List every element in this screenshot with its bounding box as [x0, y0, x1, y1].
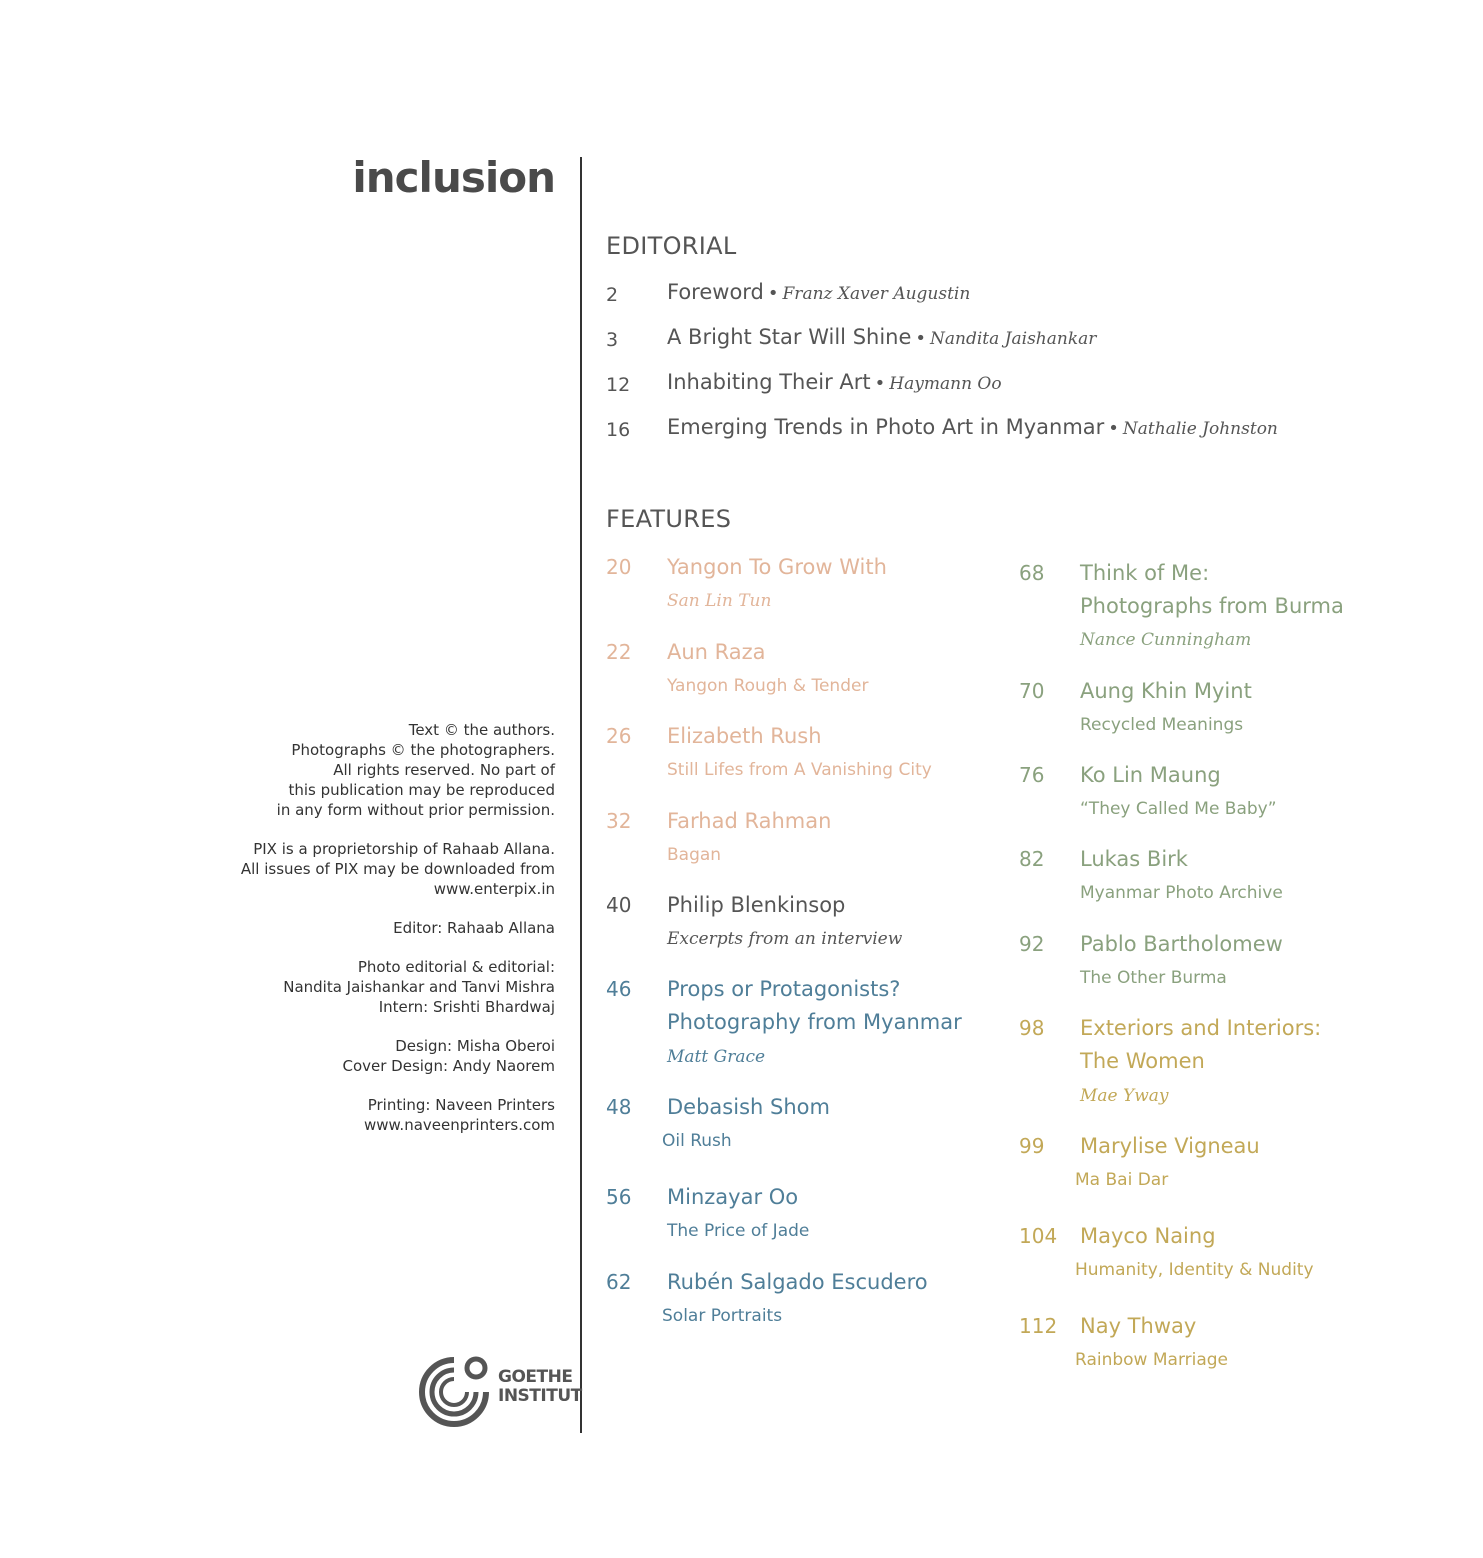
- imprint-line: Editor: Rahaab Allana: [393, 919, 555, 937]
- feature-subtitle: Humanity, Identity & Nudity: [1075, 1260, 1314, 1280]
- imprint-line: Photographs © the photographers.: [291, 741, 555, 759]
- page-number: 104: [1019, 1224, 1058, 1248]
- feature-item[interactable]: [1019, 1310, 1439, 1380]
- imprint-link[interactable]: www.naveenprinters.com: [364, 1116, 555, 1134]
- imprint-line: in any form without prior permission.: [276, 801, 555, 819]
- feature-item[interactable]: [606, 1266, 1026, 1336]
- imprint-printing: [215, 1095, 555, 1135]
- page-number: 2: [606, 284, 619, 306]
- editorial-item[interactable]: [606, 325, 1426, 370]
- editorial-item[interactable]: [606, 415, 1426, 460]
- feature-title: Pablo Bartholomew: [1080, 932, 1283, 956]
- goethe-institut-logo: [414, 1352, 582, 1428]
- feature-item[interactable]: [606, 720, 1026, 805]
- feature-title-line: Props or Protagonists?: [667, 977, 901, 1001]
- feature-title: Elizabeth Rush: [667, 724, 822, 748]
- feature-item[interactable]: [606, 1181, 1026, 1266]
- feature-item[interactable]: [606, 636, 1026, 720]
- feature-item[interactable]: [1019, 843, 1439, 928]
- feature-subtitle: Rainbow Marriage: [1075, 1350, 1229, 1370]
- page-number: 56: [606, 1185, 632, 1209]
- imprint-line: Intern: Srishti Bhardwaj: [378, 998, 555, 1016]
- editorial-item[interactable]: [606, 280, 1426, 325]
- page-number: 12: [606, 374, 631, 396]
- article-title: Emerging Trends in Photo Art in Myanmar: [667, 415, 1105, 439]
- feature-title: Aun Raza: [667, 640, 766, 664]
- feature-title-line: Photographs from Burma: [1080, 594, 1344, 618]
- feature-title: Marylise Vigneau: [1080, 1134, 1260, 1158]
- feature-subtitle: Excerpts from an interview: [667, 929, 903, 949]
- vertical-divider: [580, 157, 582, 1433]
- feature-subtitle: Nance Cunningham: [1080, 630, 1252, 650]
- bullet-separator: •: [874, 373, 886, 394]
- page-number: 112: [1019, 1314, 1058, 1338]
- article-title: Foreword: [667, 280, 764, 304]
- imprint-line: Printing: Naveen Printers: [367, 1096, 555, 1114]
- feature-item[interactable]: [1019, 675, 1439, 759]
- feature-title: Nay Thway: [1080, 1314, 1197, 1338]
- feature-subtitle: Solar Portraits: [662, 1306, 783, 1326]
- feature-title-line: Exteriors and Interiors:: [1080, 1016, 1322, 1040]
- feature-title: Mayco Naing: [1080, 1224, 1216, 1248]
- imprint-line: All rights reserved. No part of: [333, 761, 555, 779]
- feature-subtitle: San Lin Tun: [667, 591, 772, 611]
- features-right-column: [1019, 557, 1439, 1380]
- feature-item[interactable]: [1019, 1012, 1439, 1130]
- page-number: 26: [606, 724, 632, 748]
- article-author: Nathalie Johnston: [1122, 419, 1278, 439]
- feature-item[interactable]: [1019, 1220, 1439, 1310]
- imprint-editor: [215, 918, 555, 938]
- page-number: 70: [1019, 679, 1045, 703]
- imprint-line: Photo editorial & editorial:: [357, 958, 555, 976]
- editorial-list: [606, 280, 1426, 460]
- feature-title: Philip Blenkinsop: [667, 893, 846, 917]
- editorial-item[interactable]: [606, 370, 1426, 415]
- page-number: 3: [606, 329, 619, 351]
- goethe-institut-logo-icon: [414, 1352, 494, 1428]
- imprint-pix: [215, 839, 555, 899]
- logo-line-2: INSTITUT: [498, 1386, 582, 1406]
- feature-title: Yangon To Grow With: [667, 555, 887, 579]
- feature-subtitle: Yangon Rough & Tender: [667, 676, 869, 696]
- imprint-line: Nandita Jaishankar and Tanvi Mishra: [283, 978, 555, 996]
- feature-subtitle: Ma Bai Dar: [1075, 1170, 1169, 1190]
- logo-line-1: GOETHE: [498, 1367, 573, 1387]
- page-number: 16: [606, 419, 631, 441]
- feature-item[interactable]: [1019, 557, 1439, 675]
- imprint-line: All issues of PIX may be downloaded from: [240, 860, 555, 878]
- imprint-line: this publication may be reproduced: [288, 781, 555, 799]
- page-number: 62: [606, 1270, 632, 1294]
- feature-title-line: Photography from Myanmar: [667, 1010, 962, 1034]
- imprint-line: Design: Misha Oberoi: [395, 1037, 555, 1055]
- article-title: Inhabiting Their Art: [667, 370, 871, 394]
- bullet-separator: •: [915, 328, 927, 349]
- feature-subtitle: Bagan: [667, 845, 722, 865]
- article-author: Franz Xaver Augustin: [782, 284, 971, 304]
- feature-subtitle: The Price of Jade: [667, 1221, 810, 1241]
- feature-subtitle: Still Lifes from A Vanishing City: [667, 760, 932, 780]
- imprint-line: PIX is a proprietorship of Rahaab Allana.: [253, 840, 555, 858]
- feature-item[interactable]: [606, 1091, 1026, 1181]
- feature-subtitle: “They Called Me Baby”: [1080, 799, 1277, 819]
- features-left-column: [606, 551, 1026, 1336]
- article-author: Nandita Jaishankar: [930, 329, 1097, 349]
- feature-item[interactable]: [1019, 1130, 1439, 1220]
- feature-subtitle: Recycled Meanings: [1080, 715, 1244, 735]
- page-number: 20: [606, 555, 632, 579]
- feature-item[interactable]: [606, 889, 1026, 973]
- feature-title: Debasish Shom: [667, 1095, 830, 1119]
- feature-subtitle: Matt Grace: [667, 1047, 766, 1067]
- bullet-separator: •: [767, 283, 779, 304]
- imprint-photo-editorial: [215, 957, 555, 1017]
- page-number: 98: [1019, 1016, 1045, 1040]
- imprint-line: Text © the authors.: [408, 721, 555, 739]
- page-number: 40: [606, 893, 632, 917]
- imprint-link[interactable]: www.enterpix.in: [433, 880, 555, 898]
- feature-title: Farhad Rahman: [667, 809, 832, 833]
- feature-item[interactable]: [606, 805, 1026, 889]
- feature-title: Rubén Salgado Escudero: [667, 1270, 928, 1294]
- feature-title: Aung Khin Myint: [1080, 679, 1252, 703]
- feature-title: Minzayar Oo: [667, 1185, 799, 1209]
- bullet-separator: •: [1108, 418, 1119, 439]
- editorial-heading: EDITORIAL: [606, 232, 737, 260]
- page-number: 32: [606, 809, 632, 833]
- article-title: A Bright Star Will Shine: [667, 325, 912, 349]
- feature-subtitle: The Other Burma: [1080, 968, 1227, 988]
- imprint: [215, 720, 555, 1154]
- feature-item[interactable]: [606, 551, 1026, 636]
- page-number: 76: [1019, 763, 1045, 787]
- features-heading: FEATURES: [606, 505, 732, 533]
- imprint-design: [215, 1036, 555, 1076]
- feature-subtitle: Myanmar Photo Archive: [1080, 883, 1283, 903]
- page-number: 82: [1019, 847, 1045, 871]
- feature-subtitle: Oil Rush: [662, 1131, 732, 1151]
- feature-title-line: Think of Me:: [1080, 561, 1210, 585]
- page-number: 92: [1019, 932, 1045, 956]
- page-number: 48: [606, 1095, 632, 1119]
- page-number: 68: [1019, 561, 1045, 585]
- feature-subtitle: Mae Yway: [1080, 1086, 1169, 1106]
- imprint-line: Cover Design: Andy Naorem: [342, 1057, 555, 1075]
- feature-title: Ko Lin Maung: [1080, 763, 1221, 787]
- page-number: 46: [606, 977, 632, 1001]
- page-number: 99: [1019, 1134, 1045, 1158]
- magazine-title: inclusion: [352, 153, 555, 202]
- feature-item[interactable]: [1019, 759, 1439, 843]
- logo-wordmark: [498, 1368, 582, 1406]
- feature-item[interactable]: [1019, 928, 1439, 1012]
- feature-item[interactable]: [606, 973, 1026, 1091]
- imprint-rights: [215, 720, 555, 820]
- feature-title: Lukas Birk: [1080, 847, 1188, 871]
- article-author: Haymann Oo: [889, 374, 1002, 394]
- feature-title-line: The Women: [1080, 1049, 1205, 1073]
- page-number: 22: [606, 640, 632, 664]
